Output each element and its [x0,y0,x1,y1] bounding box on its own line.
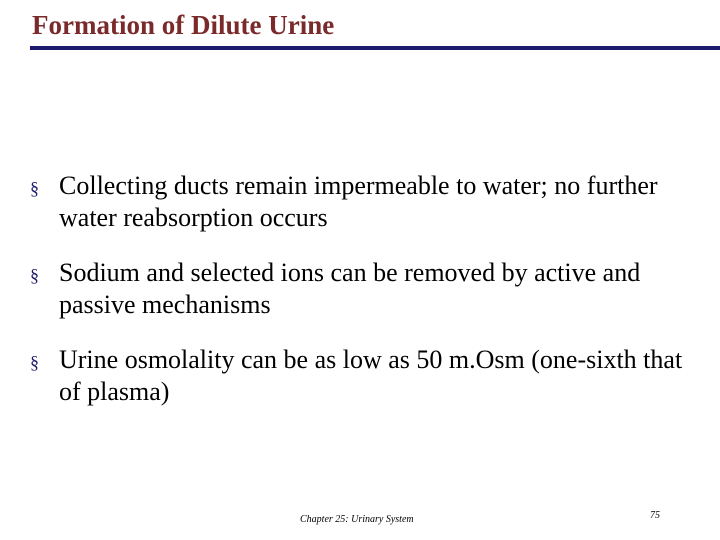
slide-title: Formation of Dilute Urine [32,10,335,40]
bullet-text: Collecting ducts remain impermeable to water; no further water reabsorption occurs [59,171,658,232]
bullet-marker-icon: § [30,265,39,285]
bullet-list [30,170,690,431]
page-number: 75 [650,510,660,521]
title-underline [30,46,720,50]
bullet-item [30,344,690,408]
bullet-item [30,257,690,321]
bullet-item [30,170,690,234]
bullet-marker-icon: § [30,352,39,372]
bullet-text: Urine osmolality can be as low as 50 m.Osm (one-sixth that of plasma) [59,345,683,406]
footer-chapter-label: Chapter 25: Urinary System [300,514,414,525]
bullet-marker-icon: § [30,178,39,198]
bullet-text: Sodium and selected ions can be removed by active and passive mechanisms [59,258,641,319]
